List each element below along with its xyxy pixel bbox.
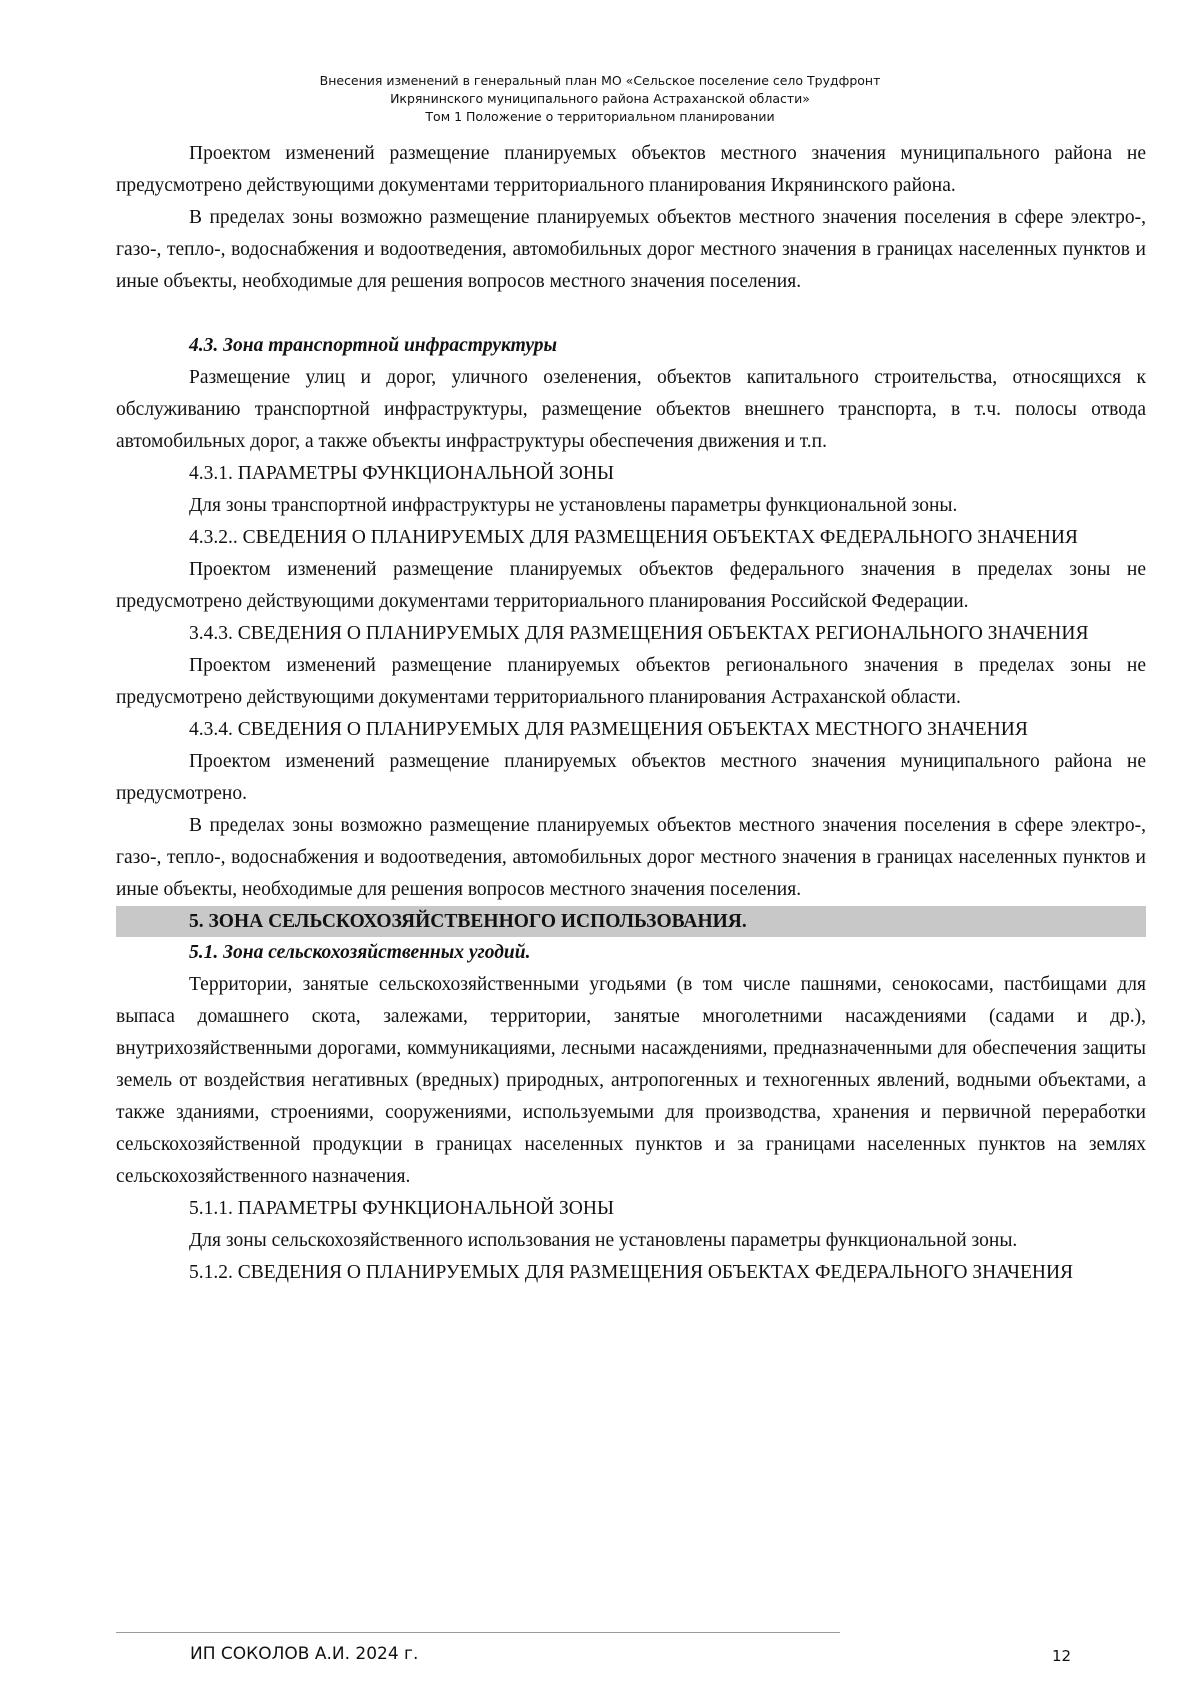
subsection-heading: 4.3.4. СВЕДЕНИЯ О ПЛАНИРУЕМЫХ ДЛЯ РАЗМЕЩЕНИЯ ОБЪЕКТАХ МЕСТНОГО ЗНАЧЕНИЯ [189,719,1028,740]
subsection-heading: 3.4.3. СВЕДЕНИЯ О ПЛАНИРУЕМЫХ ДЛЯ РАЗМЕЩЕНИЯ ОБЪЕКТАХ РЕГИОНАЛЬНОГО ЗНАЧЕНИЯ [189,623,1089,644]
paragraph: Территории, занятые сельскохозяйственными угодьями (в том числе пашнями, сенокосами, пастбищами для выпаса домашнего скота, залежами, территории, занятые многолетними насаждениями (садами и др.), внутрихозяйственными дорогами, коммуникациями, лесными насаждениями, предназначенными для обеспечения защиты земель от воздействия негативных (вредных) природных, антропогенных и техногенных явлений, водными объектами, а также зданиями, строениями, сооружениями, используемыми для производства, хранения и первичной переработки сельскохозяйственной продукции в границах населенных пунктов и за границами населенных пунктов на землях сельскохозяйственного назначения. [116,974,1146,1187]
subsection-heading: 5.1.1. ПАРАМЕТРЫ ФУНКЦИОНАЛЬНОЙ ЗОНЫ [189,1198,614,1219]
paragraph: Для зоны сельскохозяйственного использования не установлены параметры функциональной зоны. [189,1230,1018,1251]
paragraph: В пределах зоны возможно размещение планируемых объектов местного значения поселения в сфере электро-, газо-, тепло-, водоснабжения и водоотведения, автомобильных дорог местного значения в границах населенных пунктов и иные объекты, необходимые для решения вопросов местного значения поселения. [116,207,1146,292]
paragraph: Размещение улиц и дорог, уличного озеленения, объектов капитального строительства, относящихся к обслуживанию транспортной инфраструктуры, размещение объектов внешнего транспорта, в т.ч. полосы отвода автомобильных дорог, а также объекты инфраструктуры обеспечения движения и т.п. [116,367,1146,452]
paragraph: Проектом изменений размещение планируемых объектов регионального значения в пределах зоны не предусмотрено действующими документами территориального планирования Астраханской области. [116,655,1146,708]
section-heading-5-1: 5.1. Зона сельскохозяйственных угодий. [189,942,531,963]
subsection-heading: 5.1.2. СВЕДЕНИЯ О ПЛАНИРУЕМЫХ ДЛЯ РАЗМЕЩЕНИЯ ОБЪЕКТАХ ФЕДЕРАЛЬНОГО ЗНАЧЕНИЯ [189,1262,1074,1283]
section-heading-5: 5. ЗОНА СЕЛЬСКОХОЗЯЙСТВЕННОГО ИСПОЛЬЗОВАНИЯ. [116,906,1146,937]
paragraph: Проектом изменений размещение планируемых объектов федерального значения в пределах зоны не предусмотрено действующими документами территориального планирования Российской Федерации. [116,559,1146,612]
section-heading-4-3: 4.3. Зона транспортной инфраструктуры [189,335,558,356]
paragraph: Для зоны транспортной инфраструктуры не установлены параметры функциональной зоны. [189,495,958,516]
footer-author: ИП СОКОЛОВ А.И. 2024 г. [190,1644,419,1664]
paragraph: Проектом изменений размещение планируемых объектов местного значения муниципального района не предусмотрено действующими документами территориального планирования Икрянинского района. [116,143,1146,196]
page-number: 12 [1052,1647,1072,1665]
paragraph: Проектом изменений размещение планируемых объектов местного значения муниципального района не предусмотрено. [116,751,1146,804]
subsection-heading: 4.3.2.. СВЕДЕНИЯ О ПЛАНИРУЕМЫХ ДЛЯ РАЗМЕЩЕНИЯ ОБЪЕКТАХ ФЕДЕРАЛЬНОГО ЗНАЧЕНИЯ [189,527,1078,548]
running-header [0,72,1200,126]
footer-divider [116,1632,840,1633]
blank-line [116,298,1146,330]
header-line-2: Икрянинского муниципального района Астраханской области» [390,91,810,106]
document-body [116,138,1146,1289]
paragraph: В пределах зоны возможно размещение планируемых объектов местного значения поселения в сфере электро-, газо-, тепло-, водоснабжения и водоотведения, автомобильных дорог местного значения в границах населенных пунктов и иные объекты, необходимые для решения вопросов местного значения поселения. [116,815,1146,900]
header-line-3: Том 1 Положение о территориальном планировании [425,109,775,124]
subsection-heading: 4.3.1. ПАРАМЕТРЫ ФУНКЦИОНАЛЬНОЙ ЗОНЫ [189,463,614,484]
header-line-1: Внесения изменений в генеральный план МО «Сельское поселение село Трудфронт [319,73,881,88]
